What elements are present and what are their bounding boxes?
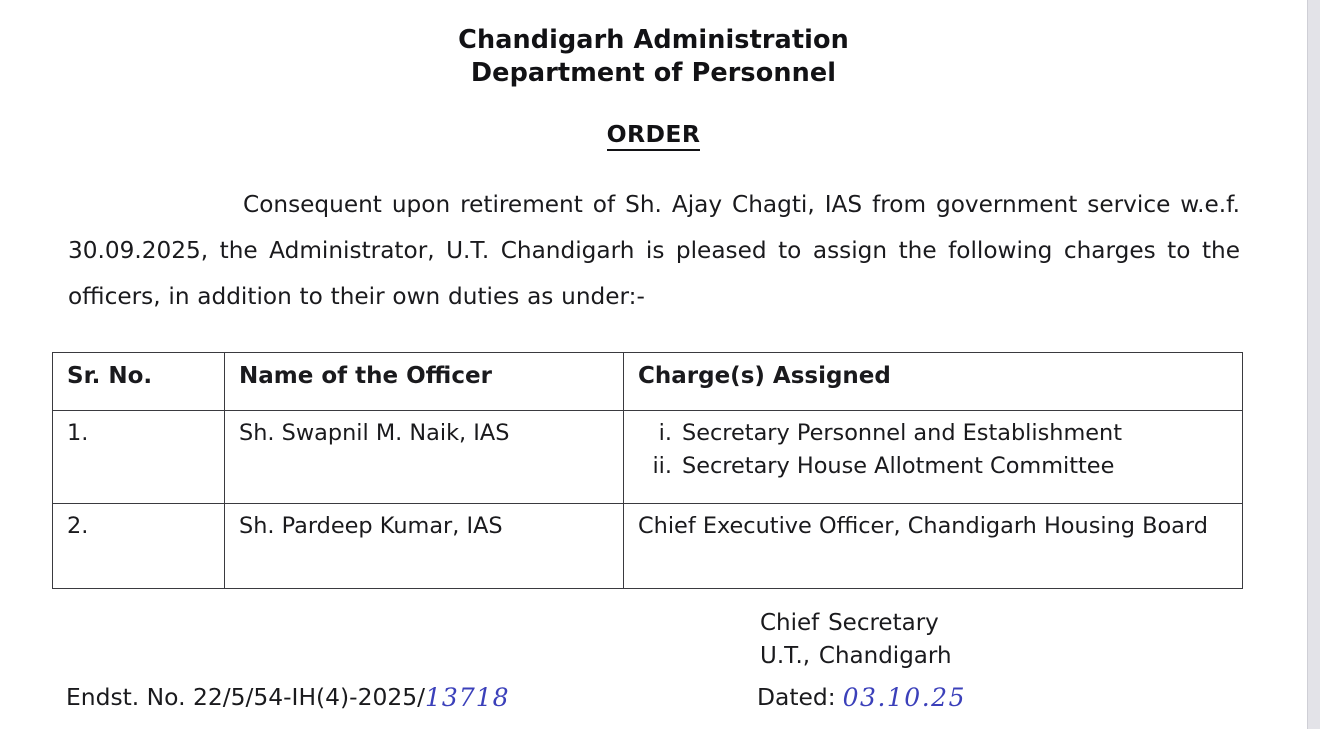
charge-text: Secretary Personnel and Establishment [682, 420, 1123, 446]
order-body-paragraph: Consequent upon retirement of Sh. Ajay Chagti, IAS from government service w.e.f. 30.09.2025, the Administrator, U.T. Chandigarh is pleased to assign the following charges to the officers, in addition to their own duties as under:- [68, 191, 1240, 310]
charge-list [638, 417, 1233, 483]
table-row [53, 411, 1243, 504]
signature-block [760, 607, 952, 672]
table-row [53, 504, 1243, 589]
cell-charges [624, 411, 1243, 504]
list-item [638, 450, 1233, 483]
cell-officer: Sh. Pardeep Kumar, IAS [225, 504, 624, 589]
charges-table-body [53, 411, 1243, 589]
page-title: ORDER [607, 122, 701, 151]
signature-authority: U.T., Chandigarh [760, 642, 952, 669]
column-header-officer: Name of the Officer [225, 353, 624, 411]
dated-label: Dated: [757, 683, 836, 711]
list-item [638, 417, 1233, 450]
endorsement-number [66, 683, 510, 712]
dated-line [757, 683, 966, 712]
endorsement-label: Endst. No. 22/5/54-IH(4)-2025/ [66, 683, 426, 711]
header-line-administration: Chandigarh Administration [458, 25, 849, 55]
cell-sr-no: 1. [53, 411, 225, 504]
viewer-right-edge [1307, 0, 1320, 729]
endorsement-handwritten-number: 13718 [425, 683, 510, 712]
charge-marker: i. [658, 420, 672, 446]
table-header-row [53, 353, 1243, 411]
document-header [0, 0, 1307, 89]
order-heading-container [0, 122, 1307, 151]
header-line-department: Department of Personnel [470, 57, 837, 88]
charge-marker: ii. [652, 453, 672, 480]
cell-officer: Sh. Swapnil M. Naik, IAS [225, 411, 624, 504]
charges-table [52, 352, 1243, 589]
dated-handwritten-value: 03.10.25 [842, 683, 966, 712]
charge-text: Secretary House Allotment Committee [682, 453, 1115, 480]
cell-sr-no: 2. [53, 504, 225, 589]
column-header-sr-no: Sr. No. [53, 353, 225, 411]
cell-charges: Chief Executive Officer, Chandigarh Housing Board [624, 504, 1243, 589]
signature-designation: Chief Secretary [760, 610, 939, 636]
charges-table-head [53, 353, 1243, 411]
column-header-charges: Charge(s) Assigned [624, 353, 1243, 411]
